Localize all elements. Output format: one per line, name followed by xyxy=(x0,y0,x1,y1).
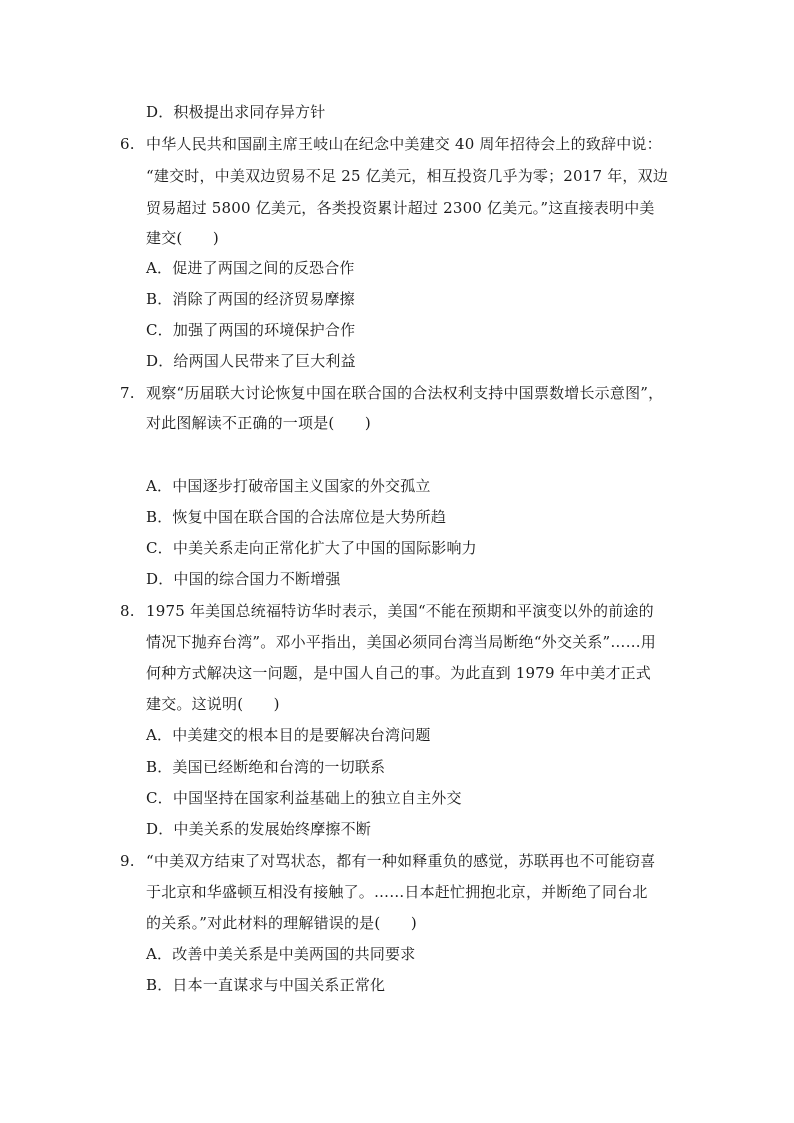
q8-option-d: D．中美关系的发展始终摩擦不断 xyxy=(146,820,372,838)
q7-option-c: C．中美关系走向正常化扩大了中国的国际影响力 xyxy=(146,539,477,557)
q7-number: 7. xyxy=(120,384,135,402)
q9-line-1: “中美双方结束了对骂状态，都有一种如释重负的感觉，苏联再也不可能窃喜 xyxy=(146,852,656,870)
q8-option-c: C．中国坚持在国家利益基础上的独立自主外交 xyxy=(146,789,462,807)
q7-option-b: B．恢复中国在联合国的合法席位是大势所趋 xyxy=(146,508,447,526)
q9-option-a: A．改善中美关系是中美两国的共同要求 xyxy=(146,945,416,963)
q7-option-d: D．中国的综合国力不断增强 xyxy=(146,570,341,588)
q7-line-2: 对此图解读不正确的一项是( ) xyxy=(146,414,371,432)
q7-option-a: A．中国逐步打破帝国主义国家的外交孤立 xyxy=(146,477,431,495)
q6-number: 6. xyxy=(120,135,135,153)
q7-line-1: 观察“历届联大讨论恢复中国在联合国的合法权利支持中国票数增长示意图”， xyxy=(146,384,664,402)
q6-option-d: D．给两国人民带来了巨大利益 xyxy=(146,352,356,370)
q6-line-3: 贸易超过 5800 亿美元，各类投资累计超过 2300 亿美元。”这直接表明中美 xyxy=(146,199,655,217)
q8-number: 8. xyxy=(120,602,135,620)
q8-option-b: B．美国已经断绝和台湾的一切联系 xyxy=(146,758,386,776)
q9-line-3: 的关系。”对此材料的理解错误的是( ) xyxy=(146,914,417,932)
q6-option-a: A．促进了两国之间的反恐合作 xyxy=(146,259,355,277)
q6-option-b: B．消除了两国的经济贸易摩擦 xyxy=(146,290,355,308)
q8-line-2: 情况下抛弃台湾”。邓小平指出，美国必须同台湾当局断绝“外交关系”……用 xyxy=(146,633,657,651)
q9-number: 9. xyxy=(120,852,135,870)
q8-line-1: 1975 年美国总统福特访华时表示，美国“不能在预期和平演变以外的前途的 xyxy=(146,602,654,620)
q9-line-2: 于北京和华盛顿互相没有接触了。……日本赶忙拥抱北京，并断绝了同台北 xyxy=(146,883,648,901)
q6-option-c: C．加强了两国的环境保护合作 xyxy=(146,321,356,339)
q6-line-4: 建交( ) xyxy=(146,229,219,247)
q8-line-3: 何种方式解决这一问题，是中国人自己的事。为此直到 1979 年中美才正式 xyxy=(146,664,651,682)
q8-line-4: 建交。这说明( ) xyxy=(146,695,280,713)
q6-line-1: 中华人民共和国副主席王岐山在纪念中美建交 40 周年招待会上的致辞中说： xyxy=(146,135,662,153)
prev-option-d: D．积极提出求同存异方针 xyxy=(146,103,326,121)
q8-option-a: A．中美建交的根本目的是要解决台湾问题 xyxy=(146,726,431,744)
q6-line-2: “建交时，中美双边贸易不足 25 亿美元，相互投资几乎为零；2017 年，双边 xyxy=(146,167,669,185)
q9-option-b: B．日本一直谋求与中国关系正常化 xyxy=(146,976,386,994)
